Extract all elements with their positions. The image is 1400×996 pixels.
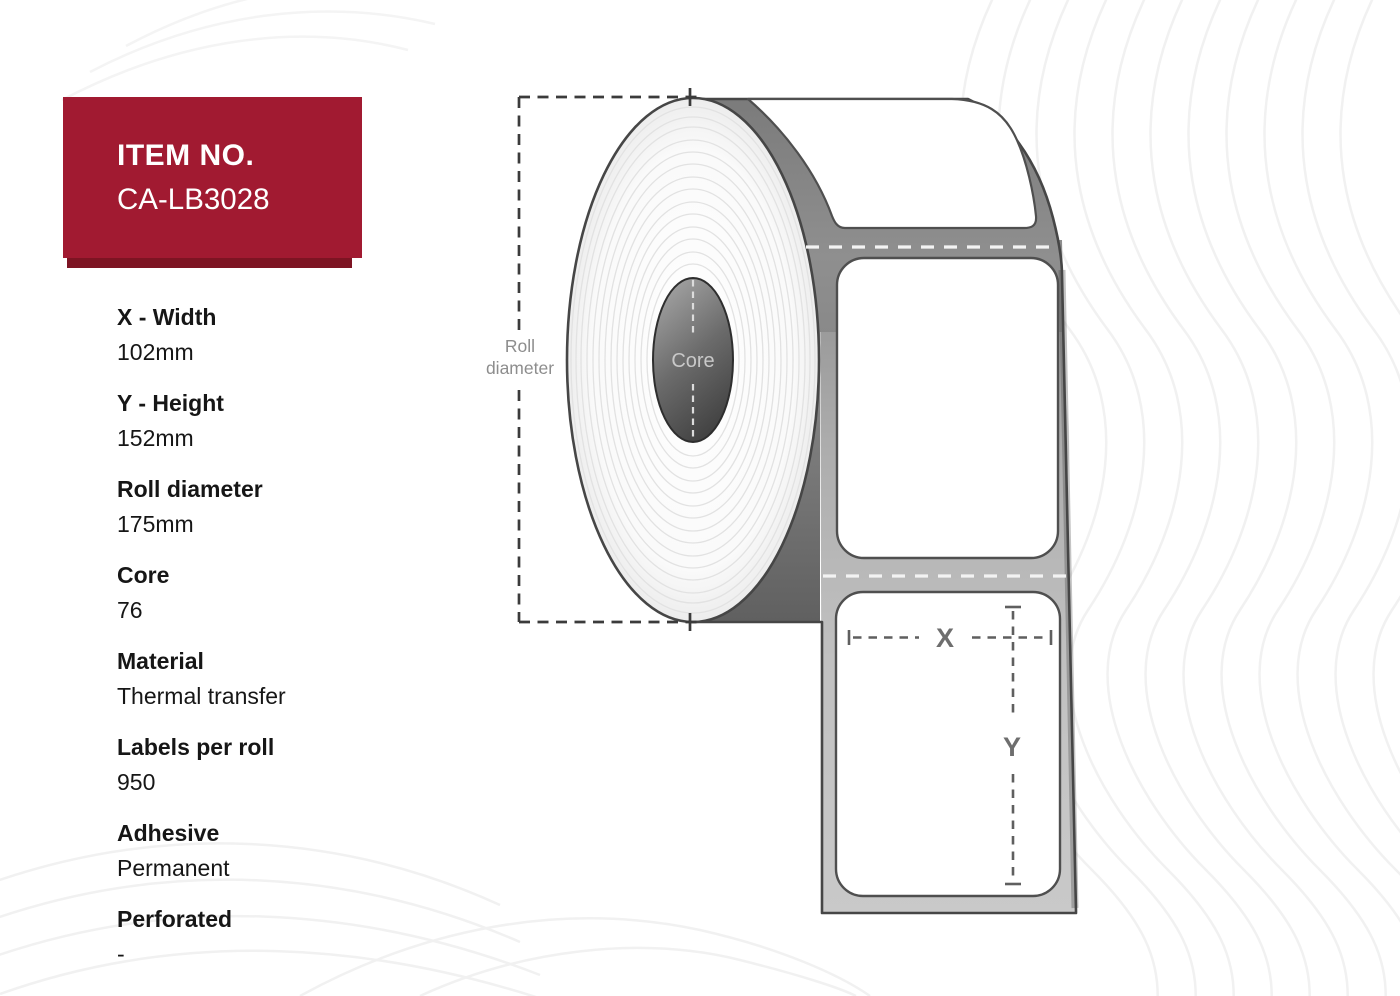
y-dimension-label: Y	[1002, 732, 1022, 762]
spec-value: 152mm	[117, 425, 194, 451]
spec-row	[117, 730, 286, 800]
spec-value: Thermal transfer	[117, 683, 286, 709]
spec-label: Y - Height	[117, 390, 224, 416]
spec-row	[117, 386, 286, 456]
spec-row	[117, 902, 286, 972]
spec-value: Permanent	[117, 855, 230, 881]
spec-value: 175mm	[117, 511, 194, 537]
spec-row	[117, 816, 286, 886]
spec-label: X - Width	[117, 304, 217, 330]
specs-list	[117, 300, 286, 988]
spec-row	[117, 472, 286, 542]
spec-row	[117, 558, 286, 628]
spec-value: 950	[117, 769, 156, 795]
item-number: CA-LB3028	[117, 183, 270, 216]
spec-label: Material	[117, 648, 204, 674]
roll-diameter-label-line1: Roll	[504, 336, 536, 356]
item-badge	[63, 97, 362, 258]
spec-row	[117, 644, 286, 714]
spec-row	[117, 300, 286, 370]
spec-label: Labels per roll	[117, 734, 275, 760]
spec-label: Roll diameter	[117, 476, 263, 502]
spec-value: -	[117, 941, 125, 967]
spec-label: Core	[117, 562, 170, 588]
x-dimension-label: X	[935, 623, 955, 653]
spec-label: Perforated	[117, 906, 233, 932]
label-middle	[837, 258, 1058, 558]
waves-top-left	[62, 0, 455, 100]
item-badge-title: ITEM NO.	[117, 139, 255, 172]
core-label: Core	[671, 350, 715, 372]
roll-diameter-label-line2: diameter	[485, 358, 555, 378]
spec-value: 102mm	[117, 339, 194, 365]
spec-value: 76	[117, 597, 143, 623]
spec-label: Adhesive	[117, 820, 220, 846]
